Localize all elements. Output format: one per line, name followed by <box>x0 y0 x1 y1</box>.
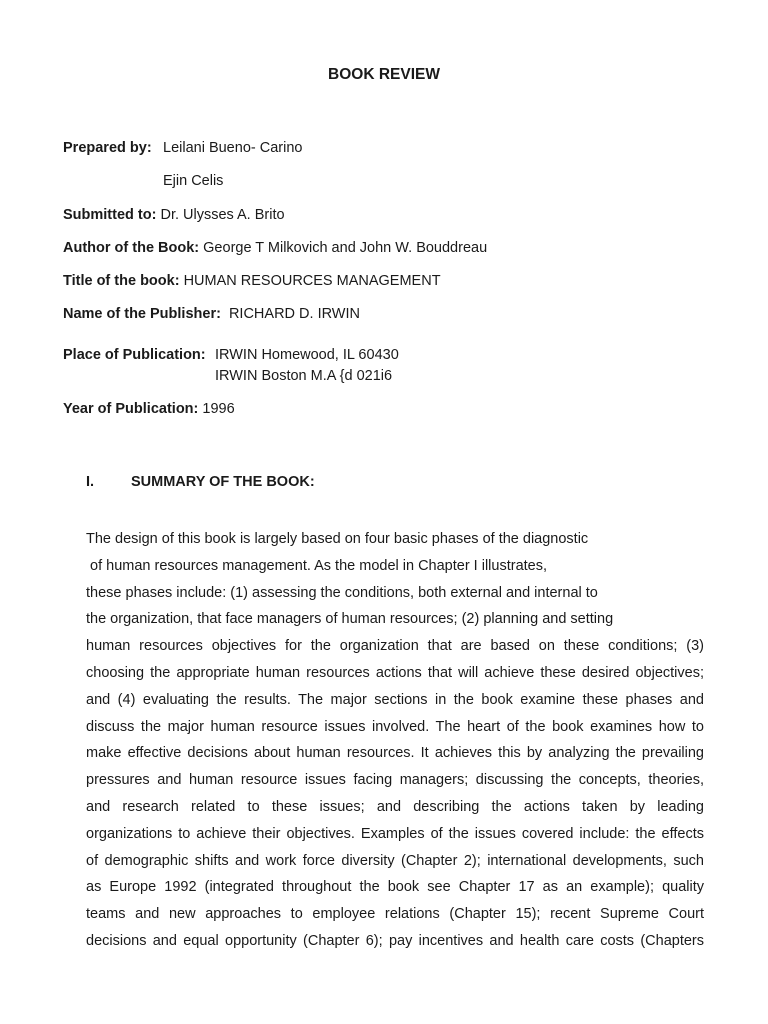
publisher-value: RICHARD D. IRWIN <box>228 306 360 322</box>
summary-line: decisions and equal opportunity (Chapter 6); pay incentives and health care costs (Chapters <box>86 932 704 949</box>
submitted-to-value: Dr. Ulysses A. Brito <box>160 207 285 223</box>
prepared-by-row <box>63 140 152 156</box>
summary-line: the organization, that face managers of human resources; (2) planning and setting <box>86 611 614 628</box>
place-value-1: IRWIN Homewood, IL 60430 <box>215 347 399 363</box>
submitted-to-label: Submitted to: <box>63 207 157 223</box>
prepared-by-label: Prepared by: <box>63 140 152 156</box>
summary-line: these phases include: (1) assessing the conditions, both external and internal to <box>86 584 598 601</box>
prepared-by-name-1: Leilani Bueno- Carino <box>163 140 303 156</box>
summary-line: of human resources management. As the model in Chapter I illustrates, <box>86 557 548 574</box>
publisher-label: Name of the Publisher: <box>63 306 221 322</box>
page-title: BOOK REVIEW <box>328 66 440 83</box>
book-title-row <box>63 273 441 289</box>
book-title-value: HUMAN RESOURCES MANAGEMENT <box>183 273 441 289</box>
book-title-label: Title of the book: <box>63 273 180 289</box>
summary-line: choosing the appropriate human resources actions that will achieve these desired objectives; <box>86 664 704 681</box>
section-title: SUMMARY OF THE BOOK: <box>131 474 315 490</box>
year-label: Year of Publication: <box>63 401 199 417</box>
place-row <box>63 347 206 363</box>
author-label: Author of the Book: <box>63 240 200 256</box>
place-label: Place of Publication: <box>63 347 206 363</box>
summary-line: and (4) evaluating the results. The major sections in the book examine these phases and <box>86 691 704 708</box>
summary-line: human resources objectives for the organization that are based on these conditions; (3) <box>86 638 704 655</box>
submitted-to-row <box>63 207 285 223</box>
publisher-row <box>63 306 360 322</box>
section-heading <box>86 474 315 490</box>
summary-line: organizations to achieve their objectives. Examples of the issues covered include: the effects <box>86 825 704 842</box>
year-row <box>63 401 235 417</box>
author-row <box>63 240 487 256</box>
author-value: George T Milkovich and John W. Bouddreau <box>203 240 488 256</box>
summary-line: The design of this book is largely based on four basic phases of the diagnostic <box>86 531 589 547</box>
summary-line: teams and new approaches to employee relations (Chapter 15); recent Supreme Court <box>86 906 704 923</box>
year-value: 1996 <box>202 401 235 417</box>
summary-line: pressures and human resource issues facing managers; discussing the concepts, theories, <box>86 772 704 789</box>
summary-line: and research related to these issues; and describing the actions taken by leading <box>86 798 704 815</box>
section-number: I. <box>86 474 95 490</box>
summary-line: of demographic shifts and work force diversity (Chapter 2); international developments, such <box>86 852 704 869</box>
summary-line: make effective decisions about human resources. It achieves this by analyzing the prevailing <box>86 745 704 762</box>
place-value-2: IRWIN Boston M.A {d 021i6 <box>215 368 393 384</box>
summary-paragraph <box>86 526 704 955</box>
summary-line: discuss the major human resource issues involved. The heart of the book examines how to <box>86 718 704 735</box>
prepared-by-name-2: Ejin Celis <box>163 173 224 189</box>
summary-line: as Europe 1992 (integrated throughout the book see Chapter 17 as an example); quality <box>86 879 704 896</box>
